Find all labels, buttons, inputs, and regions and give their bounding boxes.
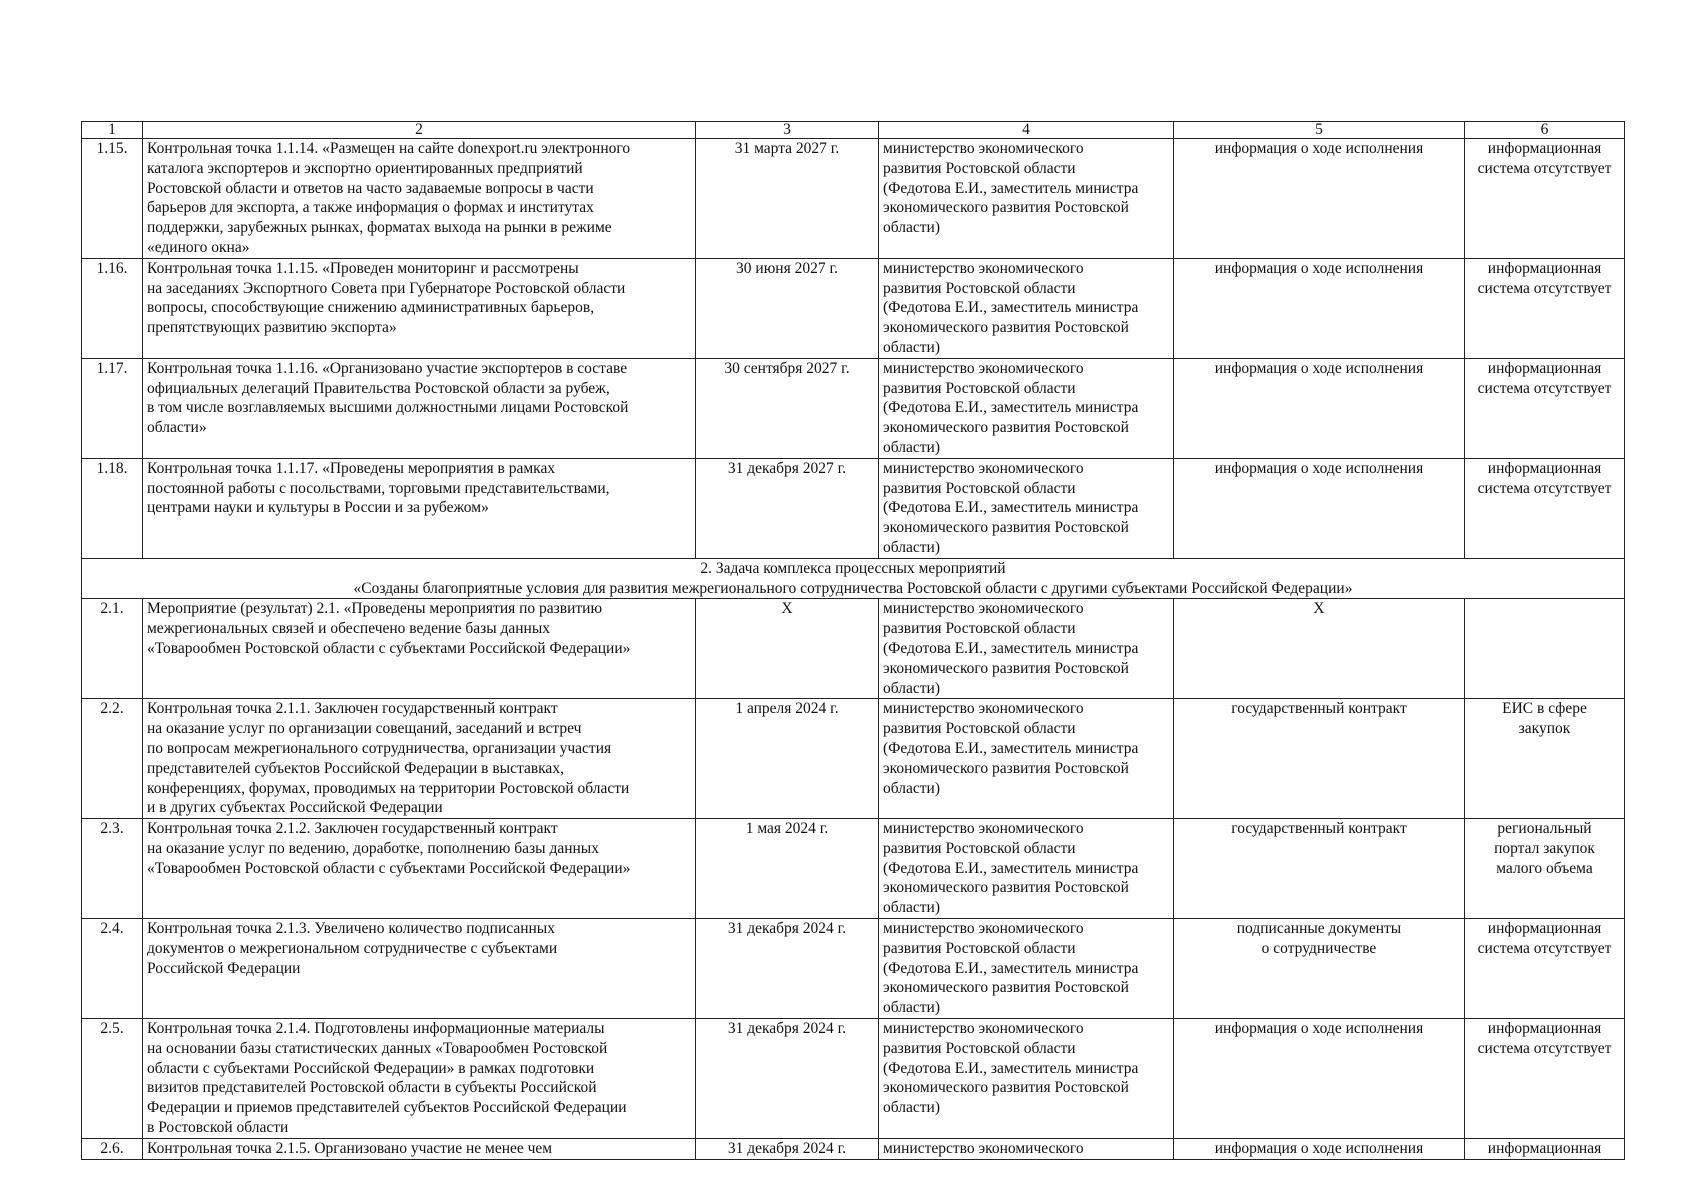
row-document: информация о ходе исполнения <box>1174 258 1465 358</box>
row-number: 2.3. <box>82 819 143 919</box>
row-responsible: министерство экономического развития Ростовской области (Федотова Е.И., заместитель министра экономического развития Ростовской области) <box>879 358 1174 458</box>
table-row <box>82 819 1625 919</box>
row-document: подписанные документы о сотрудничестве <box>1174 919 1465 1019</box>
table-row <box>82 458 1625 558</box>
table-row <box>82 358 1625 458</box>
row-document: X <box>1174 599 1465 699</box>
row-date: 30 июня 2027 г. <box>696 258 879 358</box>
row-document: государственный контракт <box>1174 819 1465 919</box>
column-number-row <box>82 122 1625 139</box>
table-row <box>82 258 1625 358</box>
row-number: 1.15. <box>82 139 143 259</box>
row-name: Контрольная точка 2.1.3. Увеличено количество подписанных документов о межрегиональном сотрудничестве с субъектами Российской Федерации <box>143 919 696 1019</box>
row-system: региональный портал закупок малого объема <box>1465 819 1625 919</box>
row-system: информационная <box>1465 1138 1625 1159</box>
column-header-2: 2 <box>143 122 696 139</box>
row-responsible: министерство экономического развития Ростовской области (Федотова Е.И., заместитель министра экономического развития Ростовской области) <box>879 139 1174 259</box>
table-row <box>82 139 1625 259</box>
section-subtitle: «Созданы благоприятные условия для развития межрегионального сотрудничества Ростовской области с другими субъектами Российской Федерации» <box>353 579 1353 597</box>
row-responsible: министерство экономического развития Ростовской области (Федотова Е.И., заместитель министра экономического развития Ростовской области) <box>879 819 1174 919</box>
table-row <box>82 1019 1625 1139</box>
row-name: Контрольная точка 1.1.15. «Проведен мониторинг и рассмотрены на заседаниях Экспортного Совета при Губернаторе Ростовской области вопросы, способствующие снижению административных барьеров, препятствующих развитию экспорта» <box>143 258 696 358</box>
row-date: 31 декабря 2027 г. <box>696 458 879 558</box>
row-responsible: министерство экономического развития Ростовской области (Федотова Е.И., заместитель министра экономического развития Ростовской области) <box>879 919 1174 1019</box>
table-row <box>82 1138 1625 1159</box>
row-system: информационная система отсутствует <box>1465 258 1625 358</box>
column-header-5: 5 <box>1174 122 1465 139</box>
column-header-6: 6 <box>1465 122 1625 139</box>
table-row <box>82 599 1625 699</box>
row-system: информационная система отсутствует <box>1465 1019 1625 1139</box>
plan-table <box>81 121 1625 1160</box>
column-header-1: 1 <box>82 122 143 139</box>
row-name: Контрольная точка 1.1.16. «Организовано участие экспортеров в составе официальных делегаций Правительства Ростовской области за рубеж, в том числе возглавляемых высшими должностными лицами Ростовской области» <box>143 358 696 458</box>
row-date: 31 декабря 2024 г. <box>696 1138 879 1159</box>
row-number: 1.16. <box>82 258 143 358</box>
section-row <box>82 558 1625 599</box>
row-system: информационная система отсутствует <box>1465 458 1625 558</box>
row-name: Мероприятие (результат) 2.1. «Проведены мероприятия по развитию межрегиональных связей и обеспечено ведение базы данных «Товарообмен Ростовской области с субъектами Российской Федерации» <box>143 599 696 699</box>
section-title: 2. Задача комплекса процессных мероприятий <box>700 559 1006 577</box>
row-date: X <box>696 599 879 699</box>
row-date: 30 сентября 2027 г. <box>696 358 879 458</box>
row-responsible: министерство экономического развития Ростовской области (Федотова Е.И., заместитель министра экономического развития Ростовской области) <box>879 258 1174 358</box>
row-date: 31 марта 2027 г. <box>696 139 879 259</box>
row-responsible: министерство экономического развития Ростовской области (Федотова Е.И., заместитель министра экономического развития Ростовской области) <box>879 1019 1174 1139</box>
row-document: информация о ходе исполнения <box>1174 1019 1465 1139</box>
row-responsible: министерство экономического <box>879 1138 1174 1159</box>
row-system: ЕИС в сфере закупок <box>1465 699 1625 819</box>
row-responsible: министерство экономического развития Ростовской области (Федотова Е.И., заместитель министра экономического развития Ростовской области) <box>879 599 1174 699</box>
row-number: 2.2. <box>82 699 143 819</box>
row-document: информация о ходе исполнения <box>1174 458 1465 558</box>
row-number: 2.4. <box>82 919 143 1019</box>
row-name: Контрольная точка 2.1.5. Организовано участие не менее чем <box>143 1138 696 1159</box>
row-number: 2.1. <box>82 599 143 699</box>
section-heading <box>82 558 1625 599</box>
row-system: информационная система отсутствует <box>1465 358 1625 458</box>
row-responsible: министерство экономического развития Ростовской области (Федотова Е.И., заместитель министра экономического развития Ростовской области) <box>879 458 1174 558</box>
column-header-3: 3 <box>696 122 879 139</box>
row-date: 31 декабря 2024 г. <box>696 1019 879 1139</box>
row-number: 1.17. <box>82 358 143 458</box>
row-system: информационная система отсутствует <box>1465 919 1625 1019</box>
row-document: информация о ходе исполнения <box>1174 358 1465 458</box>
row-responsible: министерство экономического развития Ростовской области (Федотова Е.И., заместитель министра экономического развития Ростовской области) <box>879 699 1174 819</box>
row-date: 1 мая 2024 г. <box>696 819 879 919</box>
row-document: государственный контракт <box>1174 699 1465 819</box>
row-document: информация о ходе исполнения <box>1174 139 1465 259</box>
row-name: Контрольная точка 1.1.14. «Размещен на сайте donexport.ru электронного каталога экспортеров и экспортно ориентированных предприятий Ростовской области и ответов на часто задаваемые вопросы в части барьеров для экспорта, а также информация о формах и институтах поддержки, зарубежных рынках, форматах выхода на рынки в режиме «единого окна» <box>143 139 696 259</box>
row-number: 1.18. <box>82 458 143 558</box>
row-date: 1 апреля 2024 г. <box>696 699 879 819</box>
row-system: информационная система отсутствует <box>1465 139 1625 259</box>
row-name: Контрольная точка 2.1.2. Заключен государственный контракт на оказание услуг по ведению, доработке, пополнению базы данных «Товарообмен Ростовской области с субъектами Российской Федерации» <box>143 819 696 919</box>
row-name: Контрольная точка 2.1.1. Заключен государственный контракт на оказание услуг по организации совещаний, заседаний и встреч по вопросам межрегионального сотрудничества, организации участия представителей субъектов Российской Федерации в выставках, конференциях, форумах, проводимых на территории Ростовской области и в других субъектах Российской Федерации <box>143 699 696 819</box>
row-date: 31 декабря 2024 г. <box>696 919 879 1019</box>
table-row <box>82 699 1625 819</box>
table-row <box>82 919 1625 1019</box>
column-header-4: 4 <box>879 122 1174 139</box>
row-system <box>1465 599 1625 699</box>
row-name: Контрольная точка 2.1.4. Подготовлены информационные материалы на основании базы статистических данных «Товарообмен Ростовской области с субъектами Российской Федерации» в рамках подготовки визитов представителей Ростовской области в субъекты Российской Федерации и приемов представителей субъектов Российской Федерации в Ростовской области <box>143 1019 696 1139</box>
row-document: информация о ходе исполнения <box>1174 1138 1465 1159</box>
row-number: 2.6. <box>82 1138 143 1159</box>
row-number: 2.5. <box>82 1019 143 1139</box>
row-name: Контрольная точка 1.1.17. «Проведены мероприятия в рамках постоянной работы с посольствами, торговыми представительствами, центрами науки и культуры в России и за рубежом» <box>143 458 696 558</box>
